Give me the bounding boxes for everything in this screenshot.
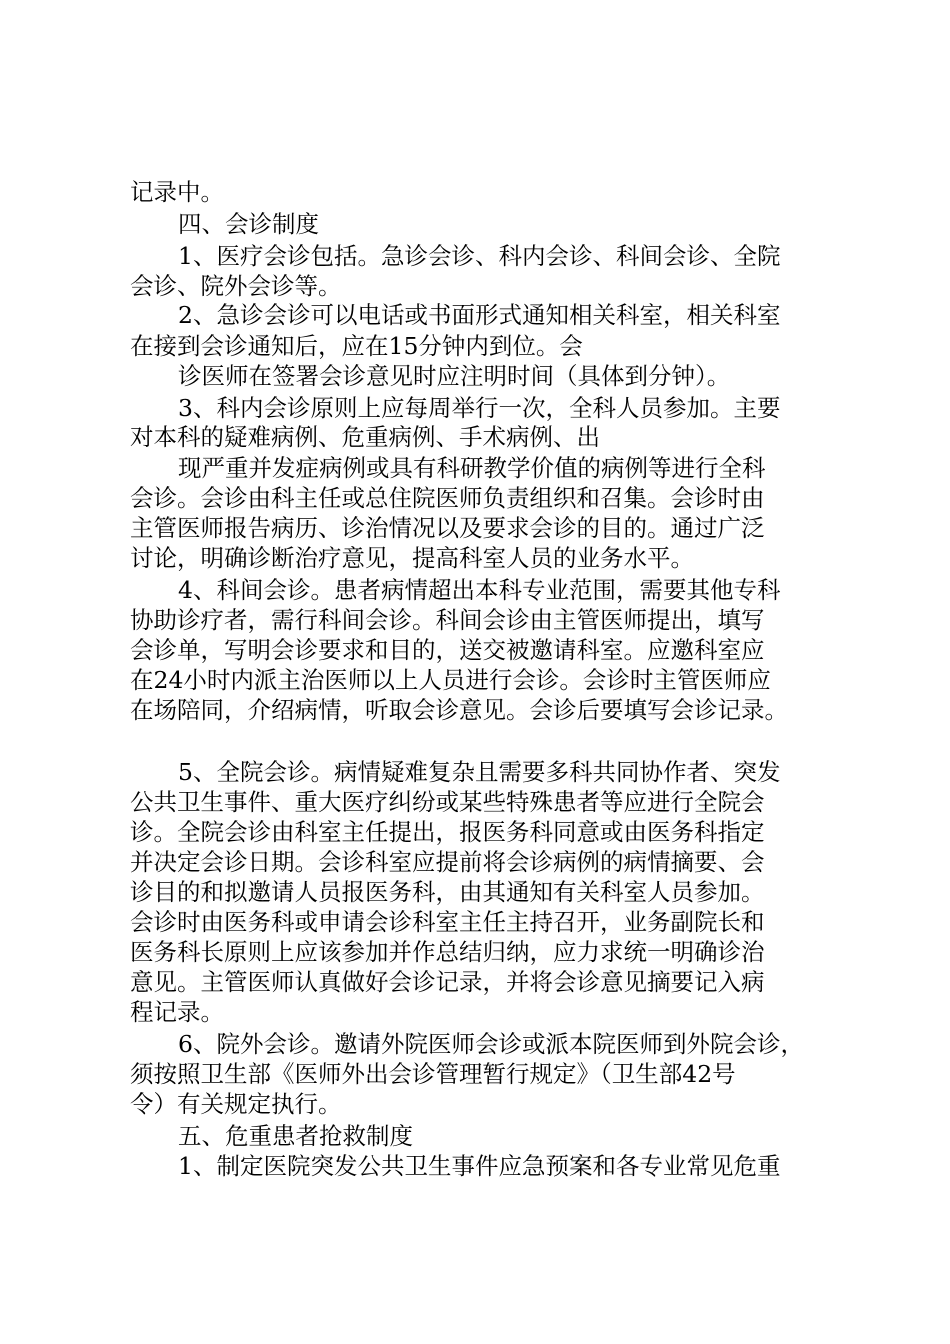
- text-line: 现严重并发症病例或具有科研教学价值的病例等进行全科: [178, 454, 766, 482]
- text-line: 5、全院会诊。病情疑难复杂且需要多科共同协作者、突发: [178, 758, 781, 786]
- text-line: 会诊时由医务科或申请会诊科室主任主持召开，业务副院长和: [130, 908, 765, 936]
- text-line: 诊。全院会诊由科室主任提出，报医务科同意或由医务科指定: [130, 818, 765, 846]
- text-line: 意见。主管医师认真做好会诊记录，并将会诊意见摘要记入病: [130, 968, 765, 996]
- section-heading: 五、危重患者抢救制度: [178, 1122, 413, 1150]
- text-line: 记录中。: [130, 178, 224, 206]
- text-line: 讨论，明确诊断治疗意见，提高科室人员的业务水平。: [130, 544, 694, 572]
- text-line: 在接到会诊通知后，应在15分钟内到位。会: [130, 332, 583, 360]
- text-line: 会诊、院外会诊等。: [130, 272, 342, 300]
- text-line: 诊目的和拟邀请人员报医务科，由其通知有关科室人员参加。: [130, 878, 765, 906]
- text-line: 会诊单，写明会诊要求和目的，送交被邀请科室。应邀科室应: [130, 636, 765, 664]
- text-line: 2、急诊会诊可以电话或书面形式通知相关科室，相关科室: [178, 301, 781, 329]
- text-line: 令）有关规定执行。: [130, 1090, 342, 1118]
- text-line: 6、院外会诊。邀请外院医师会诊或派本院医师到外院会诊，: [178, 1030, 804, 1058]
- text-line: 程记录。: [130, 998, 224, 1026]
- text-line: 公共卫生事件、重大医疗纠纷或某些特殊患者等应进行全院会: [130, 788, 765, 816]
- text-line: 对本科的疑难病例、危重病例、手术病例、出: [130, 423, 600, 451]
- section-heading: 四、会诊制度: [178, 210, 319, 238]
- text-line: 主管医师报告病历、诊治情况以及要求会诊的目的。通过广泛: [130, 514, 765, 542]
- text-line: 1、制定医院突发公共卫生事件应急预案和各专业常见危重: [178, 1152, 781, 1180]
- text-line: 须按照卫生部《医师外出会诊管理暂行规定》（卫生部42号: [130, 1060, 736, 1088]
- text-line: 1、医疗会诊包括。急诊会诊、科内会诊、科间会诊、全院: [178, 242, 781, 270]
- text-line: 在24小时内派主治医师以上人员进行会诊。会诊时主管医师应: [130, 666, 771, 694]
- text-line: 并决定会诊日期。会诊科室应提前将会诊病例的病情摘要、会: [130, 848, 765, 876]
- text-line: 在场陪同，介绍病情，听取会诊意见。会诊后要填写会诊记录。: [130, 696, 788, 724]
- text-line: 3、科内会诊原则上应每周举行一次，全科人员参加。主要: [178, 394, 781, 422]
- text-line: 协助诊疗者，需行科间会诊。科间会诊由主管医师提出，填写: [130, 606, 765, 634]
- text-line: 医务科长原则上应该参加并作总结归纳，应力求统一明确诊治: [130, 938, 765, 966]
- text-line: 诊医师在签署会诊意见时应注明时间（具体到分钟）。: [178, 362, 731, 390]
- text-line: 会诊。会诊由科主任或总住院医师负责组织和召集。会诊时由: [130, 484, 765, 512]
- text-line: 4、科间会诊。患者病情超出本科专业范围，需要其他专科: [178, 576, 781, 604]
